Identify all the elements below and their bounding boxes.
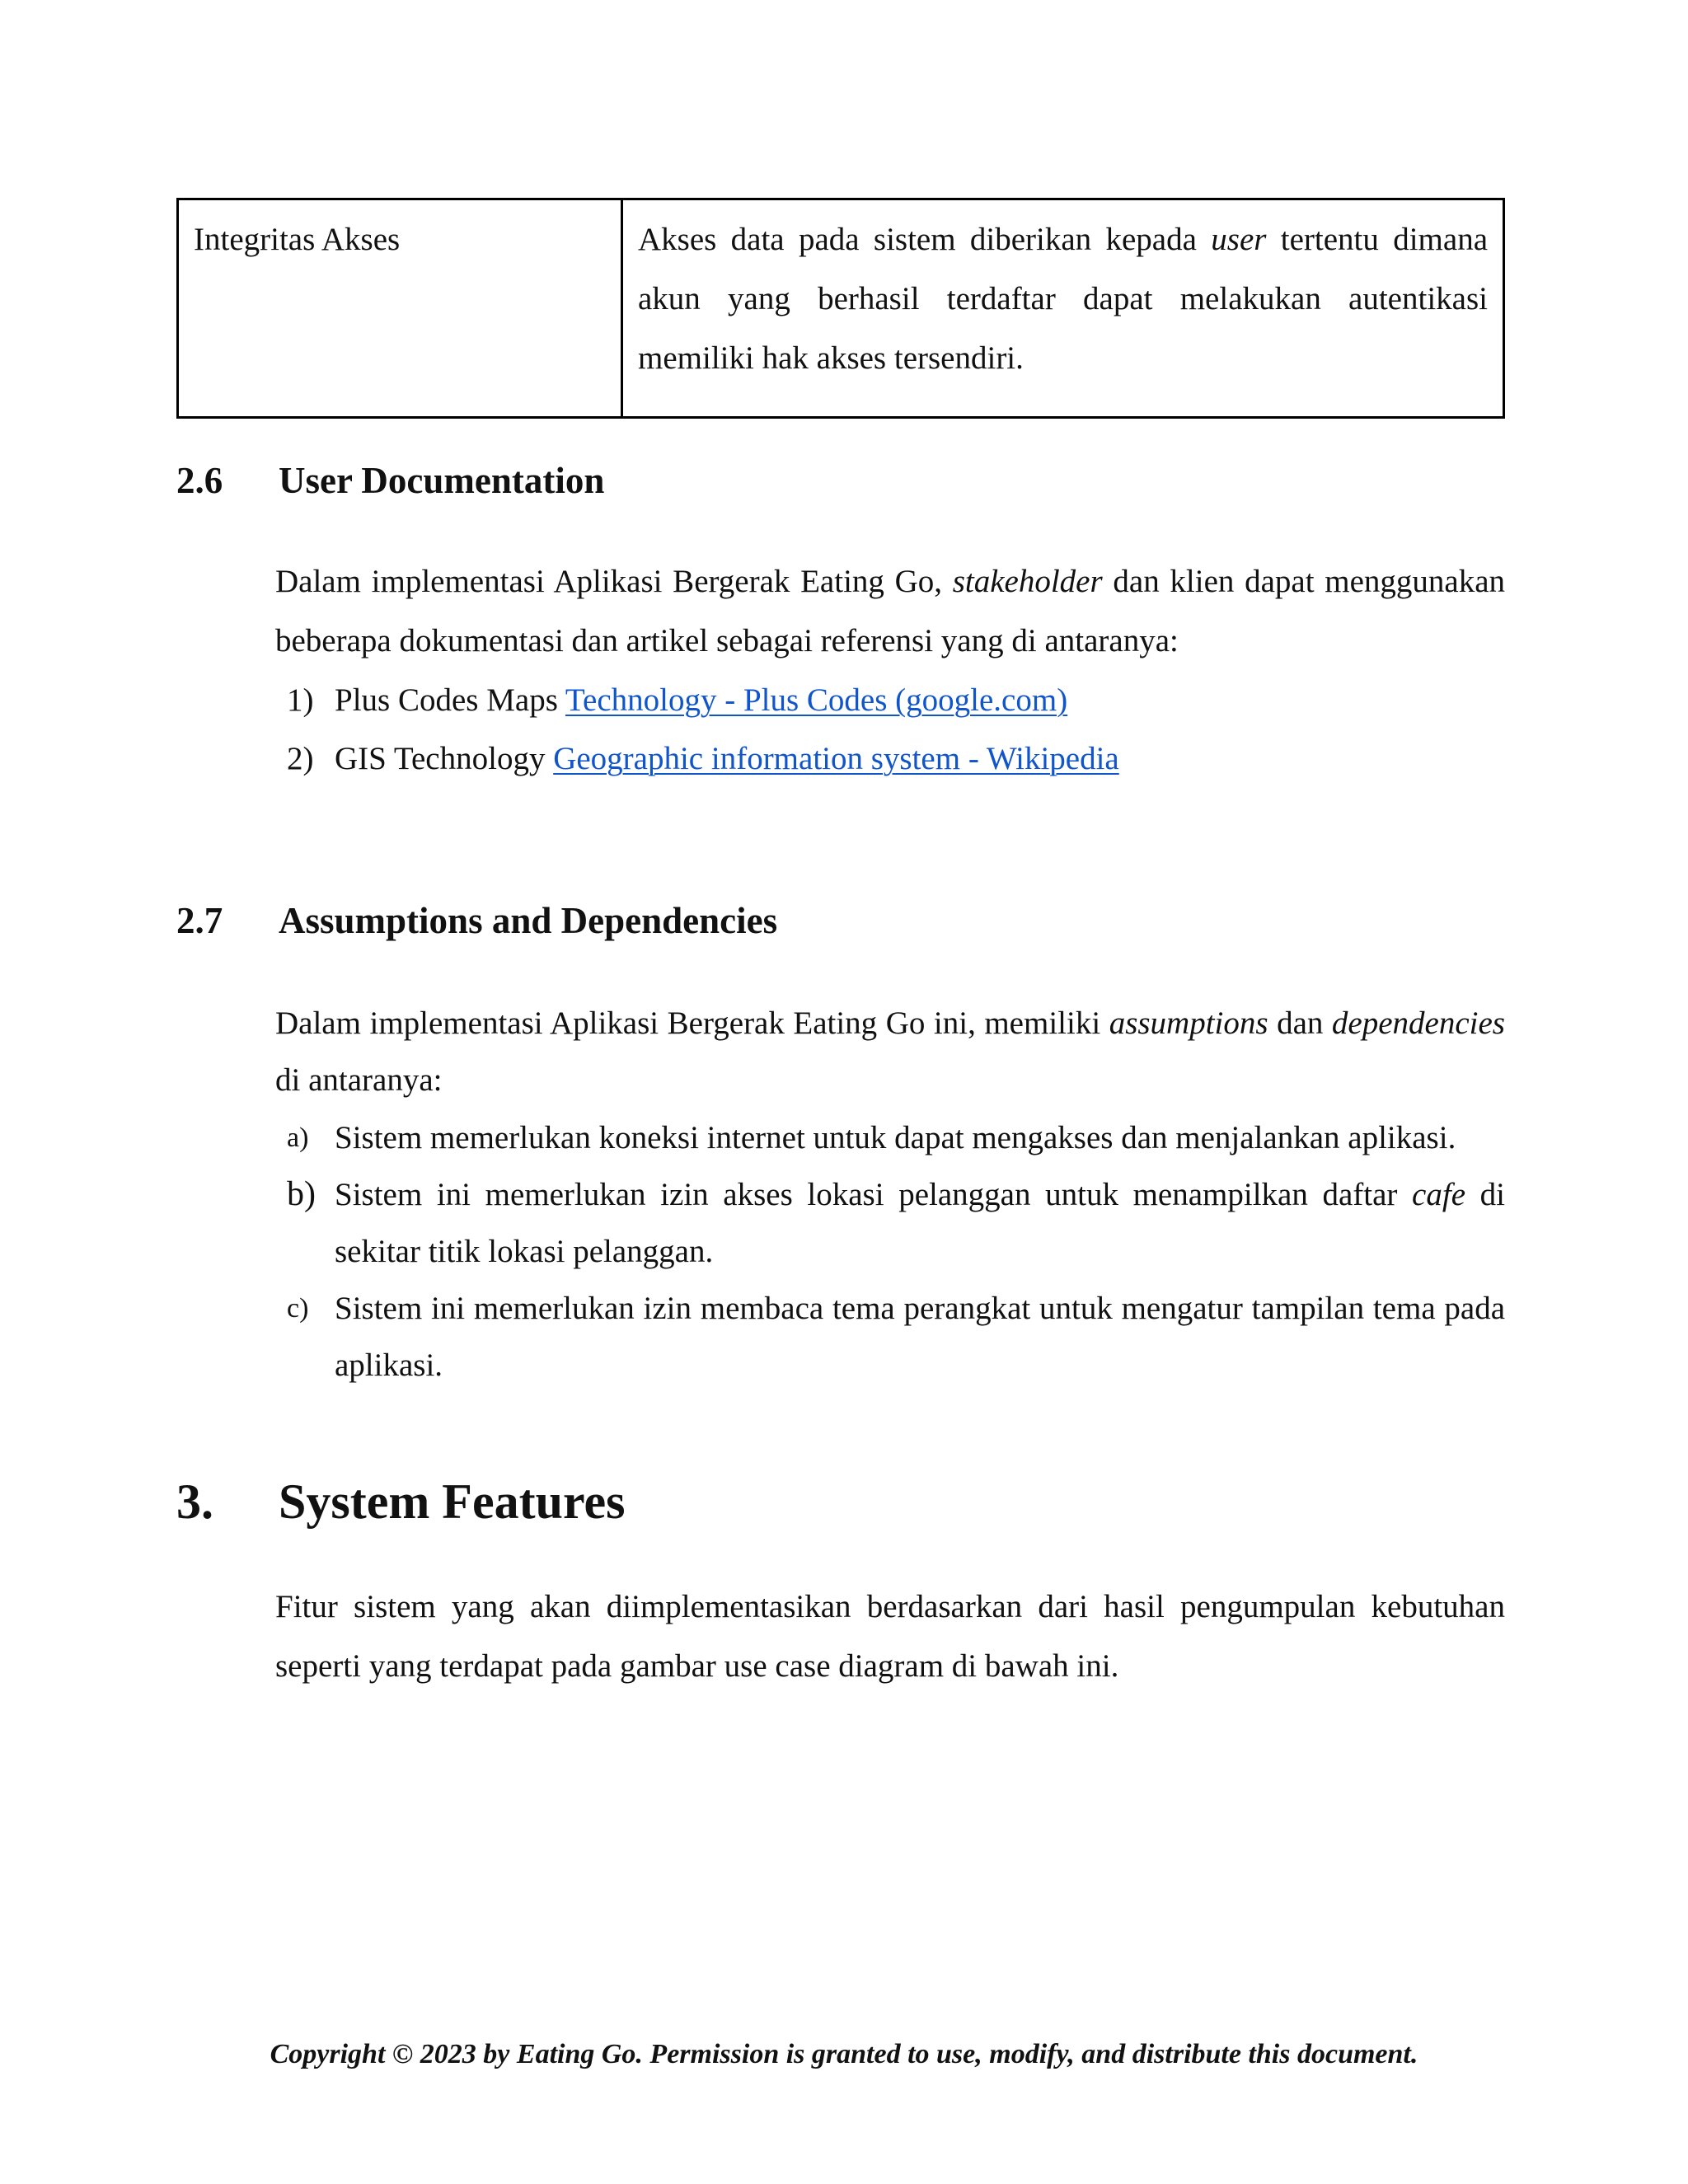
intro-text-2: dan xyxy=(1268,1005,1332,1041)
list-item-text: Plus Codes Maps xyxy=(335,682,565,718)
section-3-body: Fitur sistem yang akan diimplementasikan berdasarkan dari hasil pengumpulan kebutuhan seperti yang terdapat pada gambar use case diagram di bawah ini. xyxy=(275,1589,1505,1684)
section-title: User Documentation xyxy=(279,460,605,501)
list-item xyxy=(275,729,1505,788)
table-row xyxy=(178,199,1504,418)
section-3-heading xyxy=(176,1469,625,1535)
section-title: Assumptions and Dependencies xyxy=(279,900,778,941)
list-item xyxy=(275,671,1505,729)
section-2-7-intro xyxy=(275,995,1505,1108)
list-item-emphasis: cafe xyxy=(1412,1177,1466,1212)
plus-codes-link[interactable]: Technology - Plus Codes (google.com) xyxy=(565,682,1068,718)
copyright-footer: Copyright © 2023 by Eating Go. Permission is granted to use, modify, and distribute this document. xyxy=(270,2039,1418,2069)
section-2-7-heading xyxy=(176,896,777,945)
intro-emphasis-1: assumptions xyxy=(1109,1005,1268,1041)
list-marker: c) xyxy=(287,1293,309,1324)
assumptions-list xyxy=(275,1109,1505,1394)
section-2-6-heading xyxy=(176,456,604,505)
intro-text-1: Dalam implementasi Aplikasi Bergerak Eating Go, xyxy=(275,564,953,599)
desc-emphasis: user xyxy=(1211,222,1267,257)
section-title: System Features xyxy=(279,1474,626,1529)
section-number: 3. xyxy=(176,1474,213,1529)
gis-wikipedia-link[interactable]: Geographic information system - Wikipedia xyxy=(553,741,1119,776)
list-item-text: GIS Technology xyxy=(335,741,554,776)
table-cell-label: Integritas Akses xyxy=(178,199,622,418)
documentation-list xyxy=(275,671,1505,788)
list-item-text-1: Sistem ini memerlukan izin akses lokasi pelanggan untuk menampilkan daftar xyxy=(335,1177,1413,1212)
intro-emphasis: stakeholder xyxy=(952,564,1103,599)
desc-text-1: Akses data pada sistem diberikan kepada xyxy=(638,222,1212,257)
list-marker: a) xyxy=(287,1122,309,1153)
intro-text-3: di antaranya: xyxy=(275,1062,443,1098)
list-marker: b) xyxy=(287,1175,316,1213)
intro-text-1: Dalam implementasi Aplikasi Bergerak Eating Go ini, memiliki xyxy=(275,1005,1109,1041)
list-item xyxy=(275,1280,1505,1394)
table-cell-description xyxy=(622,199,1504,418)
desc-text-2: tertentu dimana akun yang berhasil terdaftar dapat melakukan autentikasi memiliki hak akses tersendiri. xyxy=(638,222,1488,376)
section-number: 2.6 xyxy=(176,460,223,501)
access-integrity-table xyxy=(176,198,1505,419)
list-item xyxy=(275,1166,1505,1280)
section-number: 2.7 xyxy=(176,900,223,941)
list-marker: 2) xyxy=(287,741,314,776)
list-item-text-2: di sekitar titik lokasi pelanggan. xyxy=(335,1177,1505,1269)
intro-text-2: dan klien dapat menggunakan beberapa dokumentasi dan artikel sebagai referensi yang di antaranya: xyxy=(275,564,1505,658)
section-2-6-intro xyxy=(275,552,1505,671)
list-marker: 1) xyxy=(287,682,314,718)
list-item-text: Sistem memerlukan koneksi internet untuk dapat mengakses dan menjalankan aplikasi. xyxy=(335,1120,1456,1155)
list-item-text: Sistem ini memerlukan izin membaca tema perangkat untuk mengatur tampilan tema pada aplikasi. xyxy=(335,1291,1505,1383)
intro-emphasis-2: dependencies xyxy=(1331,1005,1505,1041)
list-item xyxy=(275,1109,1505,1166)
